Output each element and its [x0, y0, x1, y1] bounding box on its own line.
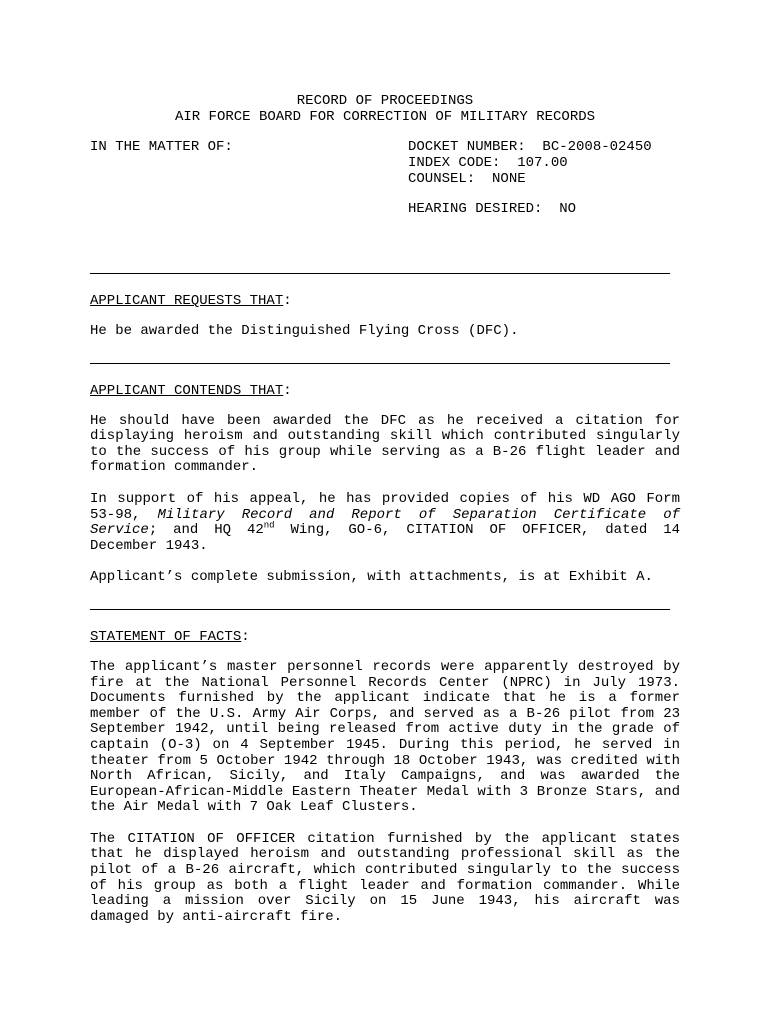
case-header: [90, 139, 680, 231]
docket-number: DOCKET NUMBER: BC-2008-02450: [408, 139, 652, 155]
section-heading-contends: APPLICANT CONTENDS THAT:: [90, 382, 292, 399]
section-heading-requests: APPLICANT REQUESTS THAT:: [90, 293, 292, 309]
hearing-desired: HEARING DESIRED: NO: [408, 201, 577, 217]
docket-block: [408, 139, 652, 187]
document-page: [90, 93, 680, 925]
facts-paragraph-2: The CITATION OF OFFICER citation furnished by the applicant states that he displayed heroism and outstanding professional skill as the pilot of a B-26 aircraft, which contributed singularly to the success of his group as both a flight leader and formation commander. While leading a mission over Sicily on 15 June 1943, his aircraft was damaged by anti-aircraft fire.: [90, 830, 680, 925]
section-divider: [90, 273, 670, 274]
document-title: RECORD OF PROCEEDINGS: [296, 93, 474, 109]
contends-paragraph-1: He should have been awarded the DFC as he received a citation for displaying heroism and outstanding skill which contributed singularly to the success of his group while serving as a B-26 flight leader and formation commander.: [90, 412, 680, 476]
counsel: COUNSEL: NONE: [408, 171, 526, 187]
board-name: AIR FORCE BOARD FOR CORRECTION OF MILITARY RECORDS: [174, 109, 596, 125]
facts-paragraph-1: The applicant’s master personnel records were apparently destroyed by fire at the National Personnel Records Center (NPRC) in July 1973. Documents furnished by the applicant indicate that he is a former member of the U.S. Army Air Corps, and served as a B-26 pilot from 23 September 1942, until being released from active duty in the grade of captain (O-3) on 4 September 1945. During this period, he served in theater from 5 October 1942 through 18 October 1943, was credited with North African, Sicily, and Italy Campaigns, and was awarded the European-African-Middle Eastern Theater Medal with 3 Bronze Stars, and the Air Medal with 7 Oak Leaf Clusters.: [90, 658, 680, 816]
requests-body: He be awarded the Distinguished Flying Cross (DFC).: [90, 323, 519, 339]
index-code: INDEX CODE: 107.00: [408, 155, 568, 171]
section-divider: [90, 363, 670, 364]
contends-paragraph-2: In support of his appeal, he has provided copies of his WD AGO Form 53-98, Military Record and Report of Separation Certificate of Service; and HQ 42nd Wing, GO-6, CITATION OF OFFICER, dated 14 December 1943.: [90, 490, 681, 554]
matter-label: IN THE MATTER OF:: [90, 139, 233, 155]
section-divider: [90, 609, 670, 610]
section-heading-facts: STATEMENT OF FACTS:: [90, 628, 250, 645]
contends-paragraph-3: Applicant’s complete submission, with attachments, is at Exhibit A.: [90, 569, 653, 586]
